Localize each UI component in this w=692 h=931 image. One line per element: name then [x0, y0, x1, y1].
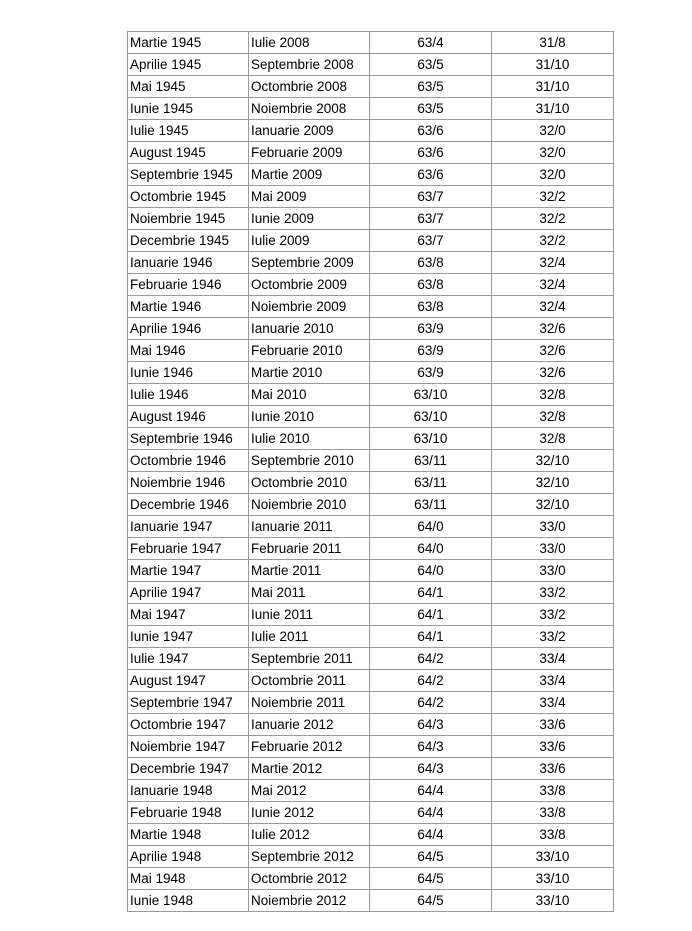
standard-age-cell: 63/5	[370, 54, 492, 76]
standard-age-cell: 64/4	[370, 780, 492, 802]
retirement-date-cell: Septembrie 2011	[249, 648, 370, 670]
table-row	[128, 164, 614, 186]
standard-age-cell: 63/10	[370, 406, 492, 428]
retirement-date-cell: Noiembrie 2008	[249, 98, 370, 120]
contribution-period-cell: 33/0	[492, 538, 614, 560]
standard-age-cell: 63/5	[370, 98, 492, 120]
retirement-date-cell: Iulie 2011	[249, 626, 370, 648]
contribution-period-cell: 32/4	[492, 296, 614, 318]
contribution-period-cell: 33/10	[492, 846, 614, 868]
table-row	[128, 472, 614, 494]
contribution-period-cell: 32/0	[492, 120, 614, 142]
birth-date-cell: Noiembrie 1947	[128, 736, 249, 758]
standard-age-cell: 63/6	[370, 164, 492, 186]
retirement-date-cell: Iulie 2009	[249, 230, 370, 252]
standard-age-cell: 64/0	[370, 538, 492, 560]
contribution-period-cell: 33/6	[492, 714, 614, 736]
standard-age-cell: 64/3	[370, 736, 492, 758]
table-row	[128, 692, 614, 714]
table-row	[128, 758, 614, 780]
birth-date-cell: Iunie 1948	[128, 890, 249, 912]
table-row	[128, 362, 614, 384]
retirement-date-cell: Iunie 2010	[249, 406, 370, 428]
contribution-period-cell: 32/8	[492, 384, 614, 406]
standard-age-cell: 63/11	[370, 494, 492, 516]
birth-date-cell: Ianuarie 1946	[128, 252, 249, 274]
birth-date-cell: Decembrie 1945	[128, 230, 249, 252]
retirement-date-cell: Februarie 2011	[249, 538, 370, 560]
standard-age-cell: 63/5	[370, 76, 492, 98]
contribution-period-cell: 33/6	[492, 736, 614, 758]
contribution-period-cell: 32/10	[492, 450, 614, 472]
contribution-period-cell: 32/4	[492, 252, 614, 274]
standard-age-cell: 63/7	[370, 186, 492, 208]
standard-age-cell: 63/9	[370, 340, 492, 362]
table-row	[128, 714, 614, 736]
retirement-table	[127, 31, 614, 912]
standard-age-cell: 64/0	[370, 560, 492, 582]
contribution-period-cell: 33/10	[492, 890, 614, 912]
table-row	[128, 626, 614, 648]
standard-age-cell: 64/5	[370, 868, 492, 890]
retirement-date-cell: Iunie 2009	[249, 208, 370, 230]
table-row	[128, 890, 614, 912]
retirement-date-cell: Martie 2010	[249, 362, 370, 384]
contribution-period-cell: 32/2	[492, 186, 614, 208]
retirement-date-cell: Ianuarie 2011	[249, 516, 370, 538]
table-row	[128, 54, 614, 76]
retirement-date-cell: Mai 2010	[249, 384, 370, 406]
table-row	[128, 780, 614, 802]
table-row	[128, 186, 614, 208]
contribution-period-cell: 31/8	[492, 32, 614, 54]
retirement-date-cell: Iulie 2008	[249, 32, 370, 54]
contribution-period-cell: 33/4	[492, 670, 614, 692]
standard-age-cell: 63/9	[370, 318, 492, 340]
contribution-period-cell: 32/10	[492, 472, 614, 494]
standard-age-cell: 64/1	[370, 626, 492, 648]
birth-date-cell: Decembrie 1946	[128, 494, 249, 516]
retirement-date-cell: Iulie 2012	[249, 824, 370, 846]
contribution-period-cell: 32/2	[492, 208, 614, 230]
table-body	[128, 32, 614, 912]
birth-date-cell: Februarie 1947	[128, 538, 249, 560]
birth-date-cell: Aprilie 1946	[128, 318, 249, 340]
contribution-period-cell: 32/0	[492, 142, 614, 164]
birth-date-cell: Mai 1945	[128, 76, 249, 98]
birth-date-cell: Aprilie 1945	[128, 54, 249, 76]
table-row	[128, 340, 614, 362]
birth-date-cell: August 1945	[128, 142, 249, 164]
standard-age-cell: 63/6	[370, 120, 492, 142]
birth-date-cell: August 1947	[128, 670, 249, 692]
table-row	[128, 582, 614, 604]
table-row	[128, 846, 614, 868]
birth-date-cell: Iulie 1945	[128, 120, 249, 142]
standard-age-cell: 64/5	[370, 846, 492, 868]
birth-date-cell: Aprilie 1948	[128, 846, 249, 868]
table-row	[128, 296, 614, 318]
birth-date-cell: Noiembrie 1945	[128, 208, 249, 230]
birth-date-cell: Aprilie 1947	[128, 582, 249, 604]
table-row	[128, 824, 614, 846]
standard-age-cell: 64/2	[370, 648, 492, 670]
standard-age-cell: 64/5	[370, 890, 492, 912]
standard-age-cell: 64/1	[370, 604, 492, 626]
birth-date-cell: Septembrie 1947	[128, 692, 249, 714]
contribution-period-cell: 33/2	[492, 604, 614, 626]
retirement-date-cell: Ianuarie 2010	[249, 318, 370, 340]
birth-date-cell: Martie 1948	[128, 824, 249, 846]
birth-date-cell: Noiembrie 1946	[128, 472, 249, 494]
retirement-date-cell: Ianuarie 2009	[249, 120, 370, 142]
table-row	[128, 98, 614, 120]
birth-date-cell: Februarie 1948	[128, 802, 249, 824]
retirement-date-cell: Iunie 2011	[249, 604, 370, 626]
contribution-period-cell: 33/6	[492, 758, 614, 780]
retirement-date-cell: Septembrie 2010	[249, 450, 370, 472]
table-row	[128, 318, 614, 340]
retirement-date-cell: Februarie 2012	[249, 736, 370, 758]
standard-age-cell: 63/7	[370, 208, 492, 230]
standard-age-cell: 63/10	[370, 428, 492, 450]
contribution-period-cell: 33/8	[492, 780, 614, 802]
retirement-date-cell: Martie 2012	[249, 758, 370, 780]
retirement-date-cell: Octombrie 2010	[249, 472, 370, 494]
table-row	[128, 494, 614, 516]
table-row	[128, 736, 614, 758]
contribution-period-cell: 31/10	[492, 98, 614, 120]
table-row	[128, 76, 614, 98]
standard-age-cell: 64/4	[370, 824, 492, 846]
contribution-period-cell: 33/10	[492, 868, 614, 890]
retirement-date-cell: Mai 2012	[249, 780, 370, 802]
table-row	[128, 670, 614, 692]
birth-date-cell: Octombrie 1947	[128, 714, 249, 736]
birth-date-cell: Octombrie 1946	[128, 450, 249, 472]
standard-age-cell: 63/10	[370, 384, 492, 406]
birth-date-cell: Iulie 1947	[128, 648, 249, 670]
retirement-date-cell: Octombrie 2009	[249, 274, 370, 296]
contribution-period-cell: 31/10	[492, 54, 614, 76]
contribution-period-cell: 32/6	[492, 340, 614, 362]
retirement-date-cell: Februarie 2010	[249, 340, 370, 362]
retirement-date-cell: Septembrie 2009	[249, 252, 370, 274]
standard-age-cell: 64/4	[370, 802, 492, 824]
table-row	[128, 428, 614, 450]
retirement-date-cell: Octombrie 2008	[249, 76, 370, 98]
birth-date-cell: Iunie 1945	[128, 98, 249, 120]
table-row	[128, 538, 614, 560]
birth-date-cell: Martie 1945	[128, 32, 249, 54]
contribution-period-cell: 33/0	[492, 560, 614, 582]
contribution-period-cell: 31/10	[492, 76, 614, 98]
standard-age-cell: 63/6	[370, 142, 492, 164]
contribution-period-cell: 33/4	[492, 692, 614, 714]
birth-date-cell: Mai 1946	[128, 340, 249, 362]
contribution-period-cell: 32/4	[492, 274, 614, 296]
contribution-period-cell: 32/6	[492, 318, 614, 340]
standard-age-cell: 64/3	[370, 758, 492, 780]
table-row	[128, 450, 614, 472]
retirement-date-cell: Mai 2011	[249, 582, 370, 604]
birth-date-cell: Septembrie 1945	[128, 164, 249, 186]
table-row	[128, 142, 614, 164]
retirement-date-cell: Martie 2009	[249, 164, 370, 186]
birth-date-cell: Martie 1947	[128, 560, 249, 582]
table-row	[128, 32, 614, 54]
table-row	[128, 516, 614, 538]
retirement-date-cell: Ianuarie 2012	[249, 714, 370, 736]
contribution-period-cell: 32/6	[492, 362, 614, 384]
retirement-date-cell: Martie 2011	[249, 560, 370, 582]
table-row	[128, 604, 614, 626]
birth-date-cell: Iunie 1947	[128, 626, 249, 648]
birth-date-cell: Octombrie 1945	[128, 186, 249, 208]
retirement-date-cell: Iulie 2010	[249, 428, 370, 450]
birth-date-cell: Ianuarie 1948	[128, 780, 249, 802]
standard-age-cell: 63/7	[370, 230, 492, 252]
contribution-period-cell: 33/2	[492, 582, 614, 604]
birth-date-cell: Ianuarie 1947	[128, 516, 249, 538]
standard-age-cell: 63/11	[370, 450, 492, 472]
table-row	[128, 802, 614, 824]
birth-date-cell: Septembrie 1946	[128, 428, 249, 450]
contribution-period-cell: 33/4	[492, 648, 614, 670]
table-row	[128, 406, 614, 428]
contribution-period-cell: 32/0	[492, 164, 614, 186]
table-row	[128, 868, 614, 890]
standard-age-cell: 63/8	[370, 252, 492, 274]
birth-date-cell: August 1946	[128, 406, 249, 428]
table-row	[128, 208, 614, 230]
standard-age-cell: 63/9	[370, 362, 492, 384]
table-row	[128, 560, 614, 582]
retirement-date-cell: Octombrie 2012	[249, 868, 370, 890]
table-row	[128, 252, 614, 274]
birth-date-cell: Mai 1948	[128, 868, 249, 890]
retirement-date-cell: Noiembrie 2009	[249, 296, 370, 318]
retirement-date-cell: Noiembrie 2010	[249, 494, 370, 516]
table-row	[128, 120, 614, 142]
standard-age-cell: 64/2	[370, 670, 492, 692]
standard-age-cell: 63/11	[370, 472, 492, 494]
standard-age-cell: 63/8	[370, 274, 492, 296]
standard-age-cell: 64/3	[370, 714, 492, 736]
contribution-period-cell: 32/8	[492, 406, 614, 428]
retirement-date-cell: Septembrie 2008	[249, 54, 370, 76]
standard-age-cell: 64/1	[370, 582, 492, 604]
retirement-date-cell: Noiembrie 2012	[249, 890, 370, 912]
birth-date-cell: Decembrie 1947	[128, 758, 249, 780]
birth-date-cell: Iulie 1946	[128, 384, 249, 406]
retirement-date-cell: Noiembrie 2011	[249, 692, 370, 714]
standard-age-cell: 64/2	[370, 692, 492, 714]
table-row	[128, 274, 614, 296]
contribution-period-cell: 32/10	[492, 494, 614, 516]
birth-date-cell: Iunie 1946	[128, 362, 249, 384]
retirement-date-cell: Octombrie 2011	[249, 670, 370, 692]
retirement-date-cell: Iunie 2012	[249, 802, 370, 824]
standard-age-cell: 63/4	[370, 32, 492, 54]
contribution-period-cell: 33/2	[492, 626, 614, 648]
standard-age-cell: 63/8	[370, 296, 492, 318]
contribution-period-cell: 32/2	[492, 230, 614, 252]
contribution-period-cell: 32/8	[492, 428, 614, 450]
table-row	[128, 384, 614, 406]
standard-age-cell: 64/0	[370, 516, 492, 538]
birth-date-cell: Mai 1947	[128, 604, 249, 626]
contribution-period-cell: 33/8	[492, 824, 614, 846]
retirement-date-cell: Septembrie 2012	[249, 846, 370, 868]
table-row	[128, 230, 614, 252]
birth-date-cell: Februarie 1946	[128, 274, 249, 296]
contribution-period-cell: 33/0	[492, 516, 614, 538]
retirement-date-cell: Mai 2009	[249, 186, 370, 208]
retirement-date-cell: Februarie 2009	[249, 142, 370, 164]
birth-date-cell: Martie 1946	[128, 296, 249, 318]
table-row	[128, 648, 614, 670]
contribution-period-cell: 33/8	[492, 802, 614, 824]
